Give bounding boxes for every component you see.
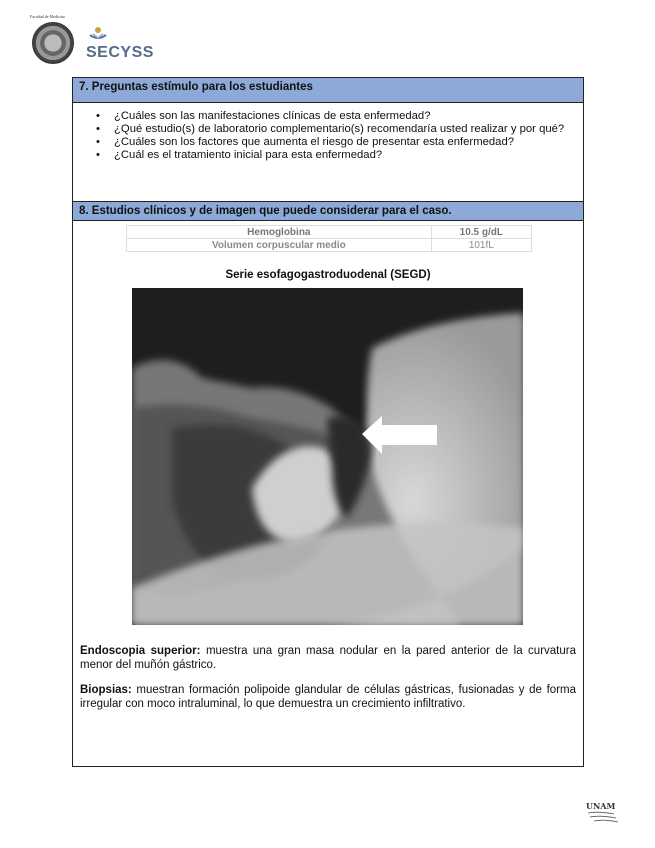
table-row bbox=[127, 239, 532, 252]
list-item: • ¿Cuáles son las manifestaciones clínicas de esta enfermedad? bbox=[91, 110, 579, 123]
lab-value: 10.5 g/dL bbox=[431, 226, 531, 239]
endoscopy-label: Endoscopia superior: bbox=[80, 645, 201, 657]
radiograph-image bbox=[132, 288, 523, 625]
section-7-title: 7. Preguntas estímulo para los estudiantes bbox=[73, 78, 583, 103]
unam-logo-text: UNAM bbox=[586, 801, 616, 811]
header-logos bbox=[30, 14, 230, 64]
endoscopy-text: muestra una gran masa nodular en la pared anterior de la curvatura menor del muñón gástrico. bbox=[80, 645, 576, 671]
list-item: • ¿Qué estudio(s) de laboratorio complementario(s) recomendaría usted realizar y por qué? bbox=[91, 123, 579, 136]
biopsy-paragraph bbox=[80, 683, 576, 711]
secyss-logo-icon bbox=[87, 26, 109, 42]
lab-name: Hemoglobina bbox=[127, 226, 432, 239]
biopsy-label: Biopsias: bbox=[80, 684, 132, 696]
lab-name: Volumen corpuscular medio bbox=[127, 239, 432, 252]
table-row bbox=[127, 226, 532, 239]
endoscopy-paragraph bbox=[80, 644, 576, 672]
image-title: Serie esofagogastroduodenal (SEGD) bbox=[225, 269, 431, 281]
unam-logo bbox=[584, 800, 620, 824]
questions-list bbox=[91, 110, 579, 162]
lab-value: 101fL bbox=[431, 239, 531, 252]
section-8-title: 8. Estudios clínicos y de imagen que puede considerar para el caso. bbox=[73, 201, 583, 221]
biopsy-text: muestran formación polipoide glandular de células gástricas, fusionadas y de forma irregular con moco intraluminal, lo que demuestra un crecimiento infiltrativo. bbox=[80, 684, 576, 710]
secyss-brand: SECYSS bbox=[86, 44, 154, 61]
list-item: • ¿Cuál es el tratamiento inicial para esta enfermedad? bbox=[91, 149, 579, 162]
case-frame bbox=[72, 77, 584, 767]
list-item: • ¿Cuáles son los factores que aumenta el riesgo de presentar esta enfermedad? bbox=[91, 136, 579, 149]
lab-table bbox=[126, 225, 532, 252]
university-seal-icon bbox=[32, 22, 74, 64]
faculty-text: Facultad de Medicina bbox=[30, 14, 65, 19]
